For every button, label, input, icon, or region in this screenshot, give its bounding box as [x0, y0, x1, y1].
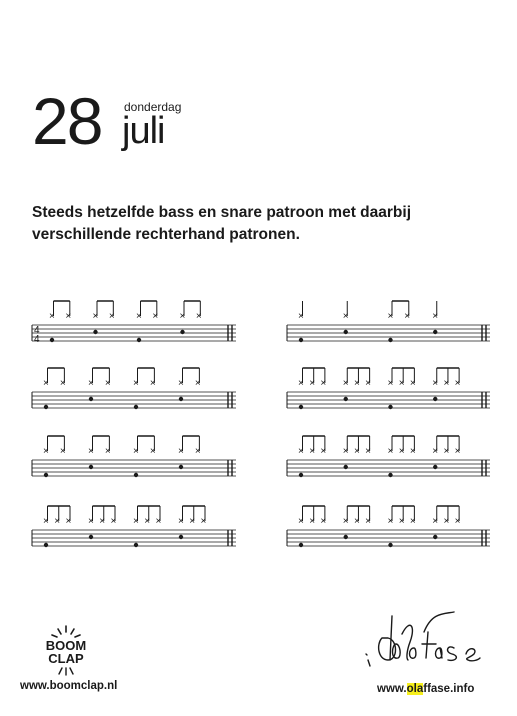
hihat-note: ×: [133, 516, 139, 527]
hihat-note: ×: [194, 378, 201, 389]
hihat-note: ×: [43, 516, 49, 527]
snare-note: [344, 397, 348, 401]
hihat-note: ×: [365, 378, 371, 389]
hihat-note: ×: [432, 311, 439, 322]
snare-note: [89, 535, 93, 539]
bass-note: [134, 405, 138, 409]
hihat-note: ×: [155, 516, 162, 527]
bass-note: [137, 338, 141, 342]
hihat-note: ×: [43, 378, 49, 389]
time-signature-top: 4: [34, 325, 40, 336]
hihat-note: ×: [398, 378, 405, 389]
hihat-note: ×: [178, 378, 184, 389]
hihat-note: ×: [99, 516, 106, 527]
hihat-note: ×: [342, 378, 349, 389]
hihat-note: ×: [454, 446, 461, 457]
bass-note: [299, 338, 303, 342]
snare-note: [344, 330, 348, 334]
hihat-note: ×: [110, 516, 117, 527]
hihat-note: ×: [387, 378, 394, 389]
snare-note: [179, 465, 183, 469]
hihat-note: ×: [298, 446, 304, 457]
bass-note: [50, 338, 54, 342]
snare-note: [89, 465, 93, 469]
hihat-note: ×: [320, 446, 327, 457]
bass-note: [44, 405, 48, 409]
snare-note: [89, 397, 93, 401]
hihat-note: ×: [409, 516, 416, 527]
snare-note: [433, 397, 437, 401]
hihat-note: ×: [298, 516, 304, 527]
hihat-note: ×: [133, 446, 139, 457]
hihat-note: ×: [454, 516, 461, 527]
bass-note: [299, 405, 303, 409]
snare-note: [344, 465, 348, 469]
snare-note: [180, 330, 184, 334]
hihat-note: ×: [178, 446, 184, 457]
hihat-note: ×: [387, 516, 394, 527]
intro-text: Steeds hetzelfde bass en snare patroon met daarbij verschillende rechterhand patronen.: [32, 204, 412, 243]
snare-note: [179, 397, 183, 401]
olaffase-url[interactable]: [377, 683, 474, 695]
hihat-note: ×: [298, 311, 304, 322]
hihat-note: ×: [59, 446, 66, 457]
hihat-note: ×: [409, 378, 416, 389]
signature-image: [362, 604, 494, 676]
hihat-note: ×: [49, 311, 55, 322]
hihat-note: ×: [178, 516, 184, 527]
hihat-note: ×: [88, 378, 94, 389]
hihat-note: ×: [88, 516, 94, 527]
bass-note: [134, 543, 138, 547]
hihat-note: ×: [88, 446, 94, 457]
hihat-note: ×: [43, 446, 49, 457]
hihat-note: ×: [144, 516, 151, 527]
hihat-note: ×: [342, 311, 349, 322]
hihat-note: ×: [320, 378, 327, 389]
hihat-note: ×: [432, 446, 439, 457]
hihat-note: ×: [104, 446, 111, 457]
hihat-note: ×: [398, 446, 405, 457]
logo-word-bottom: CLAP: [48, 651, 84, 666]
hihat-note: ×: [195, 311, 202, 322]
hihat-note: ×: [152, 311, 159, 322]
hihat-note: ×: [200, 516, 207, 527]
hihat-note: ×: [365, 516, 371, 527]
hihat-note: ×: [443, 378, 450, 389]
hihat-note: ×: [136, 311, 142, 322]
hihat-note: ×: [133, 378, 139, 389]
boomclap-logo: [38, 622, 94, 680]
snare-note: [344, 535, 348, 539]
bass-note: [388, 405, 392, 409]
day-number: 28: [32, 84, 102, 158]
hihat-note: ×: [404, 311, 411, 322]
bass-note: [44, 473, 48, 477]
hihat-note: ×: [189, 516, 196, 527]
hihat-note: ×: [59, 378, 66, 389]
hihat-note: ×: [443, 446, 450, 457]
hihat-note: ×: [194, 446, 201, 457]
hihat-note: ×: [65, 311, 72, 322]
bass-note: [299, 543, 303, 547]
hihat-note: ×: [309, 516, 316, 527]
bass-note: [134, 473, 138, 477]
hihat-note: ×: [398, 516, 405, 527]
hihat-note: ×: [387, 446, 394, 457]
hihat-note: ×: [387, 311, 394, 322]
snare-note: [433, 535, 437, 539]
snare-note: [179, 535, 183, 539]
boomclap-url[interactable]: www.boomclap.nl: [20, 680, 118, 692]
hihat-note: ×: [353, 446, 360, 457]
bass-note: [388, 543, 392, 547]
snare-note: [433, 465, 437, 469]
hihat-note: ×: [454, 378, 461, 389]
hihat-note: ×: [104, 378, 111, 389]
url-pre: www.: [377, 683, 407, 695]
hihat-note: ×: [54, 516, 61, 527]
hihat-note: ×: [353, 516, 360, 527]
logo-word-top: BOOM: [45, 638, 87, 653]
url-highlight: ola: [406, 683, 424, 695]
hihat-note: ×: [298, 378, 304, 389]
bass-note: [388, 473, 392, 477]
hihat-note: ×: [409, 446, 416, 457]
bass-note: [299, 473, 303, 477]
snare-note: [433, 330, 437, 334]
hihat-note: ×: [342, 446, 349, 457]
hihat-note: ×: [432, 516, 439, 527]
hihat-note: ×: [342, 516, 349, 527]
hihat-note: ×: [65, 516, 72, 527]
time-signature-bottom: 4: [34, 334, 40, 345]
hihat-note: ×: [149, 446, 156, 457]
bass-note: [44, 543, 48, 547]
hihat-note: ×: [108, 311, 115, 322]
month: juli: [122, 110, 165, 152]
hihat-note: ×: [309, 446, 316, 457]
hihat-note: ×: [365, 446, 371, 457]
hihat-note: ×: [353, 378, 360, 389]
weekday: donderdag: [124, 100, 182, 114]
snare-note: [93, 330, 97, 334]
hihat-note: ×: [432, 378, 439, 389]
hihat-note: ×: [320, 516, 327, 527]
sparkle-bottom-icon: [38, 666, 94, 680]
hihat-note: ×: [149, 378, 156, 389]
hihat-note: ×: [92, 311, 99, 322]
bass-note: [388, 338, 392, 342]
hihat-note: ×: [179, 311, 186, 322]
hihat-note: ×: [443, 516, 450, 527]
hihat-note: ×: [309, 378, 316, 389]
url-post: ffase.info: [423, 683, 475, 695]
